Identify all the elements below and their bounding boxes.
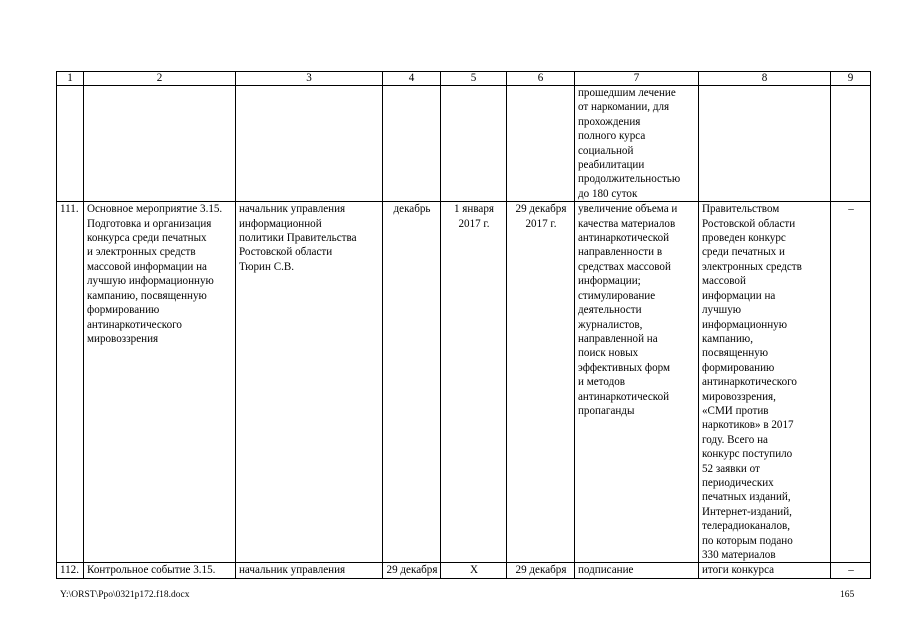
- continuation-cell-2: [84, 86, 236, 202]
- start-date: 1 января 2017 г.: [441, 202, 507, 563]
- expected-result: увеличение объема и качества материалов антинаркотической направленности в средствах массовой информации; стимулирование деятельности журналистов, направленной на поиск новых эффективных форм и методов антинаркотической пропаганды: [575, 202, 699, 563]
- continuation-cell-8: [699, 86, 831, 202]
- table-row-112: [57, 563, 871, 578]
- end-date: 29 декабря: [507, 563, 575, 578]
- continuation-cell-6: [507, 86, 575, 202]
- end-date: 29 декабря 2017 г.: [507, 202, 575, 563]
- continuation-cell-9: [831, 86, 871, 202]
- continuation-cell-1: [57, 86, 84, 202]
- start-date: Х: [441, 563, 507, 578]
- column-header-4: 4: [383, 72, 441, 86]
- col9-value: –: [831, 563, 871, 578]
- column-header-6: 6: [507, 72, 575, 86]
- row-number: 111.: [57, 202, 84, 563]
- continuation-cell-4: [383, 86, 441, 202]
- col4-value: 29 декабря: [383, 563, 441, 578]
- col9-value: –: [831, 202, 871, 563]
- column-header-3: 3: [236, 72, 383, 86]
- event-name: Основное мероприятие 3.15. Подготовка и организация конкурса среди печатных и электронных средств массовой информации на лучшую информационную кампанию, посвященную формированию антинаркотического мировоззрения: [84, 202, 236, 563]
- event-name: Контрольное событие 3.15.: [84, 563, 236, 578]
- continuation-cell-3: [236, 86, 383, 202]
- continuation-result-text: прошедшим лечение от наркомании, для прохождения полного курса социальной реабилитации продолжительностью до 180 суток: [575, 86, 699, 202]
- col4-value: декабрь: [383, 202, 441, 563]
- column-header-1: 1: [57, 72, 84, 86]
- column-header-9: 9: [831, 72, 871, 86]
- column-number-row: [57, 72, 871, 86]
- column-header-5: 5: [441, 72, 507, 86]
- actual-result: Правительством Ростовской области проведен конкурс среди печатных и электронных средств массовой информации на лучшую информационную кампанию, посвященную формированию антинаркотического мировоззрения, «СМИ против наркотиков» в 2017 году. Всего на конкурс поступило 52 заявки от периодических печатных изданий, Интернет-изданий, телерадиоканалов, по которым подано 330 материалов: [699, 202, 831, 563]
- table-row-continuation: [57, 86, 871, 202]
- responsible-person: начальник управления: [236, 563, 383, 578]
- actual-result: итоги конкурса: [699, 563, 831, 578]
- footer-file-path: Y:\ORST\Ppo\0321p172.f18.docx: [60, 590, 190, 600]
- table-row-111: [57, 202, 871, 563]
- expected-result: подписание: [575, 563, 699, 578]
- column-header-8: 8: [699, 72, 831, 86]
- responsible-person: начальник управления информационной политики Правительства Ростовской области Тюрин С.В.: [236, 202, 383, 563]
- document-table: [56, 71, 871, 579]
- continuation-cell-5: [441, 86, 507, 202]
- page-number: 165: [840, 590, 855, 600]
- row-number: 112.: [57, 563, 84, 578]
- column-header-7: 7: [575, 72, 699, 86]
- column-header-2: 2: [84, 72, 236, 86]
